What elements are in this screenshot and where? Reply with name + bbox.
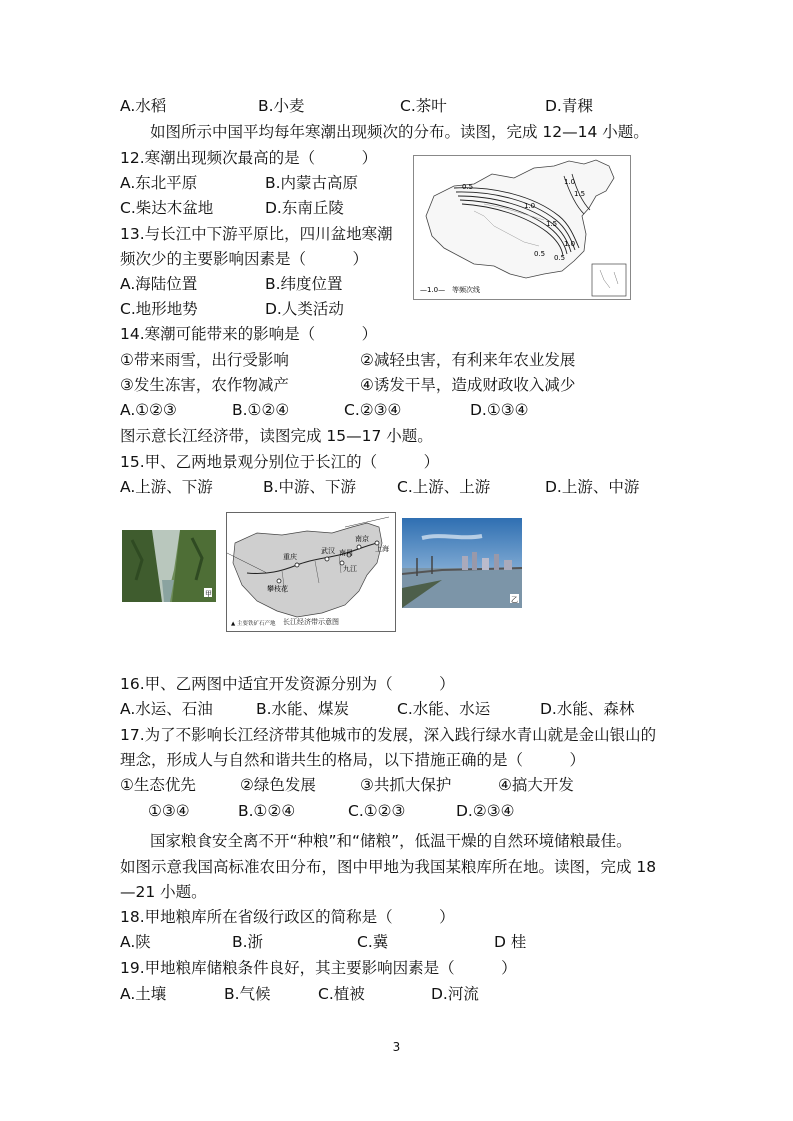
q11-option-b: B.小麦 [258, 97, 305, 115]
map-legend-line: —1.0— [420, 286, 446, 294]
q12-stem: 12.寒潮出现频次最高的是（ ） [120, 149, 378, 167]
q16-stem: 16.甲、乙两图中适宜开发资源分别为（ ） [120, 675, 455, 693]
q11-option-c: C.茶叶 [400, 97, 447, 115]
q14-option-d: D.①③④ [470, 401, 529, 419]
contour-label: 1.0 [564, 178, 576, 186]
photo-yi-bridge-city [402, 518, 522, 608]
q19-option-d: D.河流 [431, 985, 479, 1003]
intro-12-14: 如图所示中国平均每年寒潮出现频次的分布。读图，完成 12—14 小题。 [150, 123, 649, 141]
city-label-shanghai: 上海 [375, 545, 389, 553]
city-label-panzhihua: 攀枝花 [267, 585, 288, 593]
gorge-photo-svg [122, 530, 216, 602]
q18-option-d: D 桂 [494, 933, 527, 951]
q11-option-a: A.水稻 [120, 97, 167, 115]
contour-label: 0.5 [462, 183, 474, 191]
q14-item-4: ④诱发干旱，造成财政收入减少 [360, 376, 576, 394]
q13-option-c: C.地形地势 [120, 300, 198, 318]
q11-option-d: D.青稞 [545, 97, 593, 115]
q14-option-c: C.②③④ [344, 401, 402, 419]
q12-option-b: B.内蒙古高原 [265, 174, 359, 192]
q17-option-b: B.①②④ [238, 802, 296, 820]
q17-item-3: ③共抓大保护 [360, 776, 452, 794]
q17-option-a: ①③④ [148, 802, 190, 820]
q12-option-d: D.东南丘陵 [265, 199, 344, 217]
q14-item-3: ③发生冻害，农作物减产 [120, 376, 289, 394]
q12-option-c: C.柴达木盆地 [120, 199, 214, 217]
q18-option-b: B.浙 [232, 933, 264, 951]
city-dot [277, 579, 281, 583]
q17-item-4: ④搞大开发 [498, 776, 574, 794]
city-label-jiujiang: 九江 [343, 565, 357, 573]
q17-option-c: C.①②③ [348, 802, 406, 820]
q15-option-b: B.中游、下游 [263, 478, 357, 496]
q17-option-d: D.②③④ [456, 802, 515, 820]
q13-stem-line2: 频次少的主要影响因素是（ ） [120, 250, 369, 268]
south-sea-inset [592, 264, 626, 296]
intro-15-17: 图示意长江经济带，读图完成 15—17 小题。 [120, 427, 433, 445]
q12-option-a: A.东北平原 [120, 174, 198, 192]
yangtze-map-svg [227, 513, 395, 631]
city-dot [357, 545, 361, 549]
q18-option-a: A.陕 [120, 933, 151, 951]
q17-item-2: ②绿色发展 [240, 776, 316, 794]
q13-option-d: D.人类活动 [265, 300, 344, 318]
q17-item-1: ①生态优先 [120, 776, 196, 794]
city-label-nanchang: 南昌 [339, 549, 353, 557]
intro-18-21-line3: —21 小题。 [120, 883, 207, 901]
city-label-wuhan: 武汉 [321, 547, 335, 555]
city-dot [295, 563, 299, 567]
contour-label: 1.0 [564, 240, 576, 248]
q13-option-a: A.海陆位置 [120, 275, 198, 293]
bridge-photo-svg [402, 518, 522, 608]
map-caption-legend: ▲ 主要铁矿石产地 [231, 621, 276, 627]
photo-jia-gorge [122, 530, 216, 602]
q18-stem: 18.甲地粮库所在省级行政区的简称是（ ） [120, 908, 455, 926]
photo-yi-mark: 乙 [511, 596, 518, 604]
q14-option-a: A.①②③ [120, 401, 177, 419]
city-dot [325, 557, 329, 561]
contour-label: 0.5 [534, 250, 546, 258]
map-caption-title: 长江经济带示意图 [283, 618, 339, 626]
q19-option-c: C.植被 [318, 985, 365, 1003]
q15-option-c: C.上游、上游 [397, 478, 491, 496]
q17-stem-line2: 理念，形成人与自然和谐共生的格局，以下措施正确的是（ ） [120, 751, 586, 769]
q14-stem: 14.寒潮可能带来的影响是（ ） [120, 325, 378, 343]
q19-option-b: B.气候 [224, 985, 271, 1003]
china-outline [426, 160, 614, 278]
q15-option-d: D.上游、中游 [545, 478, 640, 496]
q17-stem-line1: 17.为了不影响长江经济带其他城市的发展，深入践行绿水青山就是金山银山的 [120, 726, 657, 744]
city-label-chongqing: 重庆 [283, 553, 297, 561]
q14-item-1: ①带来雨雪，出行受影响 [120, 351, 289, 369]
q19-stem: 19.甲地粮库储粮条件良好，其主要影响因素是（ ） [120, 959, 517, 977]
city-label-nanjing: 南京 [355, 535, 369, 543]
contour-label: 0.5 [554, 254, 566, 262]
contour-label: 1.5 [546, 220, 558, 228]
q19-option-a: A.土壤 [120, 985, 167, 1003]
china-map-svg [414, 156, 630, 299]
map-legend-text: 等频次线 [452, 286, 480, 294]
q15-stem: 15.甲、乙两地景观分别位于长江的（ ） [120, 453, 440, 471]
cold-wave-frequency-map [413, 155, 631, 300]
yangtze-economic-belt-map [226, 512, 396, 632]
q16-option-d: D.水能、森林 [540, 700, 635, 718]
contour-label: 1.0 [524, 202, 536, 210]
contour-label: 1.5 [574, 190, 586, 198]
q16-option-a: A.水运、石油 [120, 700, 213, 718]
photo-jia-mark: 甲 [205, 590, 212, 598]
intro-18-21-line2: 如图示意我国高标准农田分布，图中甲地为我国某粮库所在地。读图，完成 18 [120, 858, 657, 876]
q13-option-b: B.纬度位置 [265, 275, 343, 293]
q15-option-a: A.上游、下游 [120, 478, 213, 496]
q14-option-b: B.①②④ [232, 401, 290, 419]
q14-item-2: ②减轻虫害，有利来年农业发展 [360, 351, 576, 369]
q13-stem-line1: 13.与长江中下游平原比，四川盆地寒潮 [120, 225, 393, 243]
q16-option-b: B.水能、煤炭 [256, 700, 350, 718]
intro-18-21-line1: 国家粮食安全离不开“种粮”和“储粮”，低温干燥的自然环境储粮最佳。 [150, 832, 632, 850]
page-number: 3 [392, 1040, 401, 1054]
q18-option-c: C.冀 [357, 933, 389, 951]
q16-option-c: C.水能、水运 [397, 700, 491, 718]
